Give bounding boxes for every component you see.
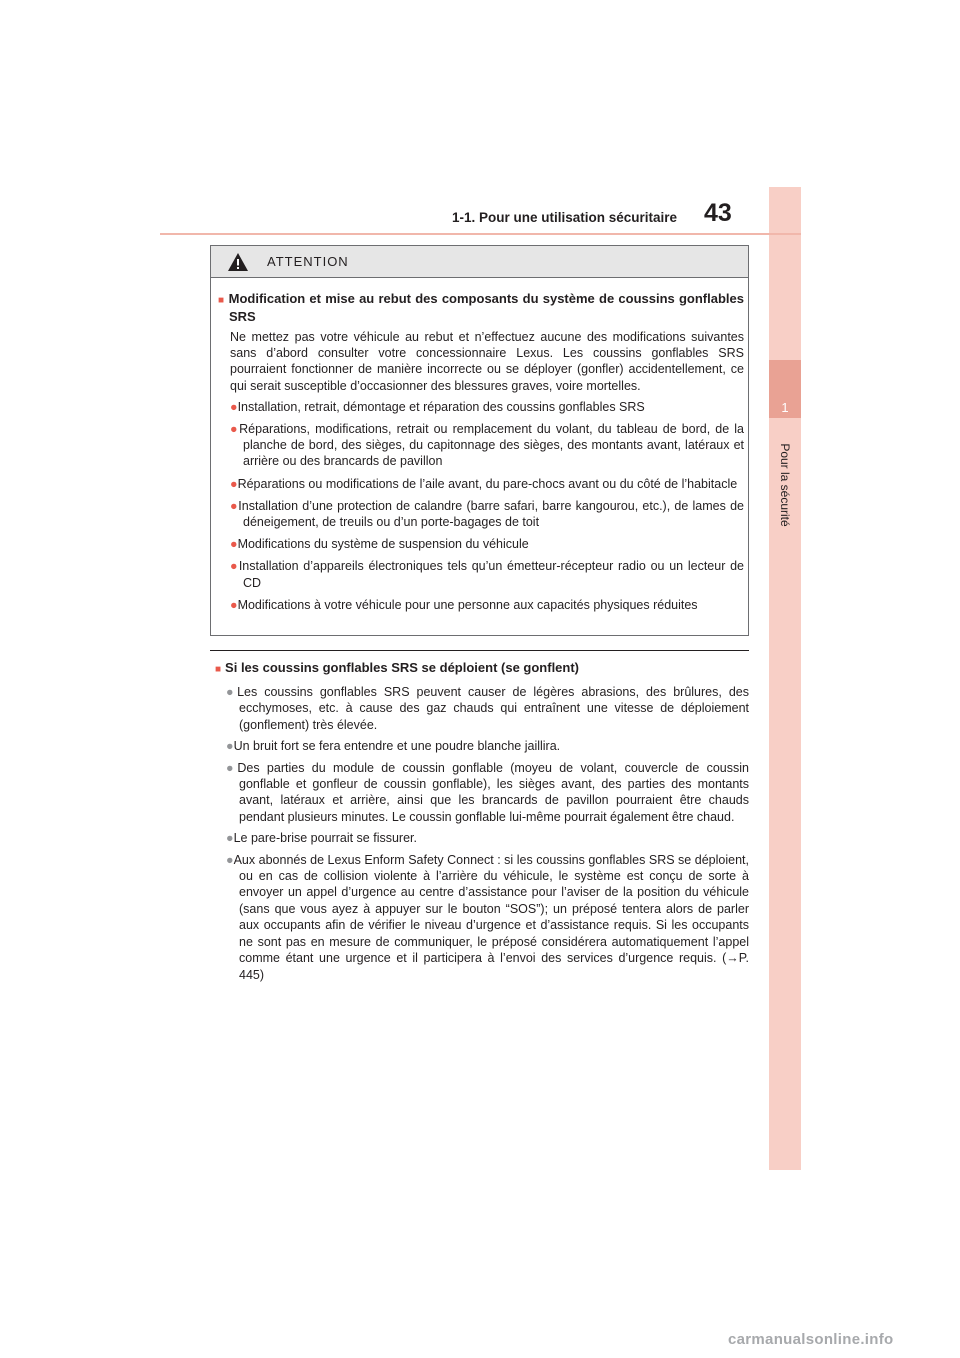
page-number: 43: [704, 199, 732, 227]
bullet-icon: ●: [226, 852, 234, 867]
list-item: ●Des parties du module de coussin gonflable (moyeu de volant, couvercle de coussin gonflable et gonfleur de coussin gonflable), les sièges avant, des parties des montants avant, latéraux et arrière, ainsi que les brancards de pavillon pourraient être chauds pendant plusieurs minutes. Le coussin gonflable lui-même pourrait également être chaud.: [226, 760, 749, 824]
square-bullet-icon: ■: [218, 295, 225, 306]
list-item: ●Réparations, modifications, retrait ou remplacement du volant, du tableau de bord, de la planche de bord, des sièges, du capitonnage des sièges, des montants avant, latéraux et arrière ou des brancards de pavillon: [230, 422, 744, 469]
list-item: ●Réparations ou modifications de l’aile avant, du pare-chocs avant ou du côté de l’habitacle: [230, 476, 738, 491]
list-item: ●Modifications à votre véhicule pour une personne aux capacités physiques réduites: [230, 597, 698, 612]
bullet-icon: ●: [226, 760, 238, 775]
chapter-number: 1: [781, 400, 789, 415]
list-item: ●Installation, retrait, démontage et réparation des coussins gonflables SRS: [230, 399, 645, 414]
warning-header: [211, 246, 748, 278]
square-bullet-icon: ■: [215, 664, 222, 675]
watermark: carmanualsonline.info: [728, 1331, 894, 1348]
bullet-icon: ●: [230, 559, 239, 574]
list-item: ●Installation d’appareils électroniques tels qu’un émetteur-récepteur radio ou un lecteur de CD: [230, 559, 744, 590]
airbag-deploy-section: [215, 659, 749, 988]
section-list: [226, 684, 749, 983]
warning-box: [210, 245, 749, 636]
warning-heading: ATTENTION: [267, 254, 349, 269]
section-title: ■ Si les coussins gonflables SRS se déploient (se gonflent): [215, 660, 580, 675]
list-item: ●Les coussins gonflables SRS peuvent causer de légères abrasions, des brûlures, des ecchymoses, etc. à cause des gaz chauds qui entraînent une vitesse de déploiement (gonflement) très élevée.: [226, 685, 749, 732]
chapter-number-tab[interactable]: [769, 360, 801, 418]
bullet-icon: ●: [230, 597, 238, 612]
bullet-icon: ●: [226, 739, 234, 754]
bullet-icon: ●: [230, 537, 238, 552]
warning-body: [218, 291, 744, 619]
list-item: ●Aux abonnés de Lexus Enform Safety Connect : si les coussins gonflables SRS se déploient, ou en cas de collision violente à l’arrière du véhicule, le système est conçu de sorte à envoyer un appel d’urgence au centre d’assistance pour l’aviser de la position du véhicule (sans que vous ayez à appuyer sur le bouton “SOS”); un préposé tentera alors de parler aux occupants afin de vérifier le niveau d’urgence et d’assistance requis. Si les occupants ne sont pas en mesure de communiquer, le préposé considérera automatiquement l’appel comme étant une urgence et il participera à l’envoi des services d’urgence requis. (→P. 445): [226, 852, 749, 982]
bullet-icon: ●: [226, 685, 238, 699]
warning-list: [230, 399, 744, 613]
side-tab: [769, 187, 801, 1170]
chapter-label: Pour la sécurité: [778, 443, 792, 527]
list-item: ●Un bruit fort se fera entendre et une poudre blanche jaillira.: [226, 739, 561, 754]
section-divider: [210, 650, 749, 651]
bullet-icon: ●: [230, 399, 238, 414]
warning-intro: Ne mettez pas votre véhicule au rebut et n’effectuez aucune des modifications suivantes sans d’abord consulter votre concessionnaire Lexus. Les coussins gonflables SRS pourraient fonctionner de manière incorrecte ou se déployer (gonfler) accidentellement, ce qui serait susceptible d’occasionner des blessures graves, voire mortelles.: [230, 330, 744, 393]
section-header-title: 1-1. Pour une utilisation sécuritaire: [452, 210, 678, 225]
warning-title: ■ Modification et mise au rebut des composants du système de coussins gonflables SRS: [218, 291, 744, 324]
list-item: ●Modifications du système de suspension du véhicule: [230, 537, 529, 552]
bullet-icon: ●: [230, 498, 239, 513]
header-divider: [160, 233, 801, 235]
bullet-icon: ●: [230, 422, 240, 437]
warning-triangle-icon: [227, 252, 249, 272]
list-item: ●Le pare-brise pourrait se fissurer.: [226, 831, 417, 846]
bullet-icon: ●: [230, 476, 238, 491]
bullet-icon: ●: [226, 831, 234, 846]
list-item: ●Installation d’une protection de calandre (barre safari, barre kangourou, etc.), de lames de déneigement, de treuils ou d’un porte-bagages de toit: [230, 498, 744, 530]
